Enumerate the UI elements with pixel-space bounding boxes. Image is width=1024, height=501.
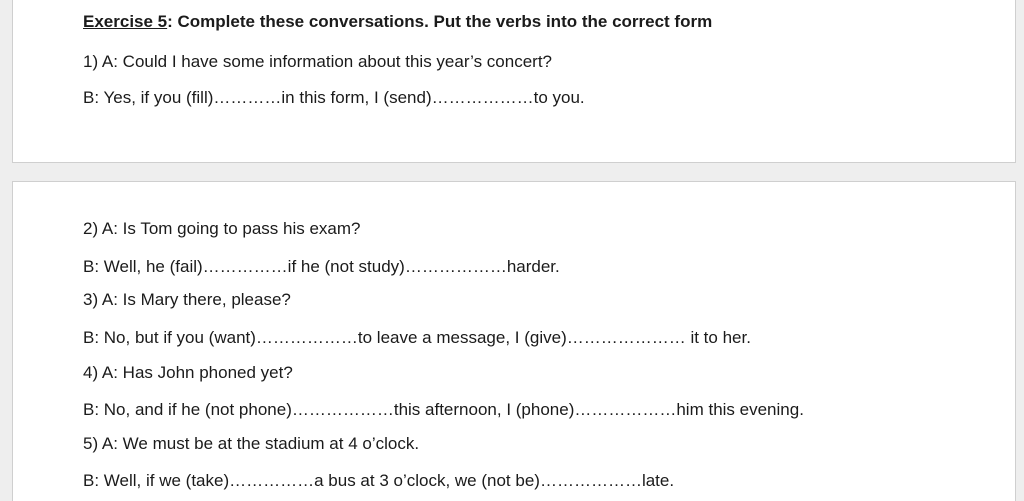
- question-2-a: 2) A: Is Tom going to pass his exam?: [83, 219, 361, 238]
- exercise-heading-prefix: Exercise 5: [83, 12, 168, 31]
- question-3-a: 3) A: Is Mary there, please?: [83, 290, 291, 309]
- question-2-b: B: Well, he (fail)……………if he (not study)………………harder.: [83, 257, 560, 276]
- top-panel: [12, 0, 1016, 163]
- exercise-heading-rest: : Complete these conversations. Put the verbs into the correct form: [167, 12, 713, 31]
- exercise-heading: [83, 11, 712, 33]
- bottom-panel: [12, 181, 1016, 501]
- question-1-b: B: Yes, if you (fill)…………in this form, I (send)………………to you.: [83, 88, 585, 107]
- question-5-b: B: Well, if we (take)……………a bus at 3 o’clock, we (not be)………………late.: [83, 471, 675, 490]
- question-4-b: B: No, and if he (not phone)………………this afternoon, I (phone)………………him this evening.: [83, 400, 804, 419]
- question-5-a: 5) A: We must be at the stadium at 4 o’clock.: [83, 434, 420, 453]
- question-3-b: B: No, but if you (want)………………to leave a message, I (give)………………… it to her.: [83, 328, 751, 347]
- question-4-a: 4) A: Has John phoned yet?: [83, 363, 293, 382]
- question-1-a: 1) A: Could I have some information about this year’s concert?: [83, 52, 553, 71]
